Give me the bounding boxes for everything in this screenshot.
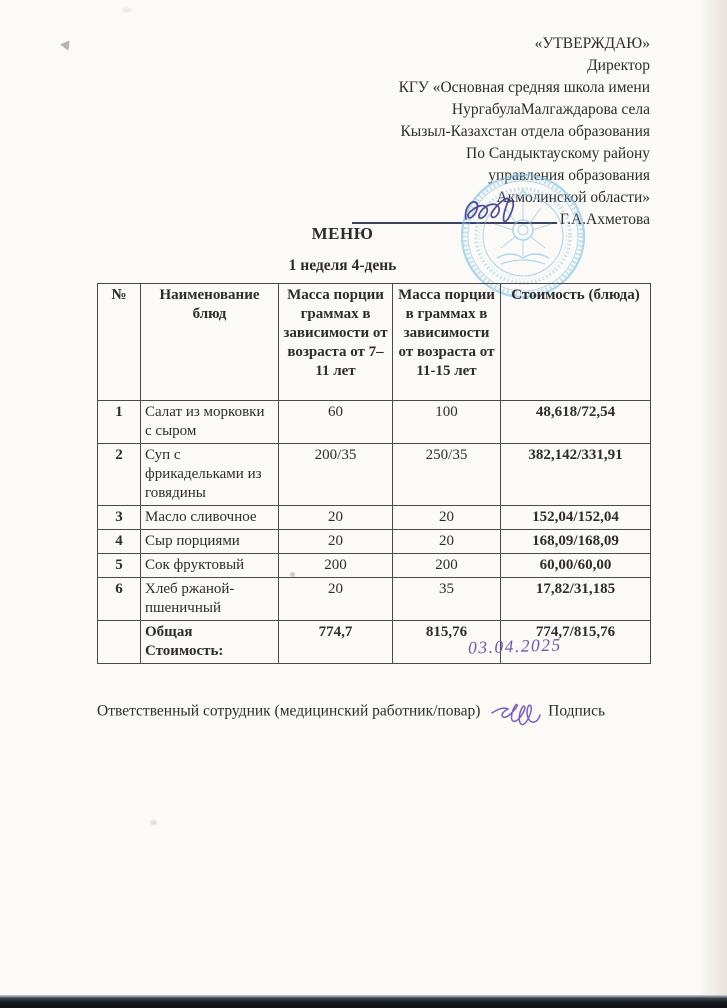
mass-7-11: 20 bbox=[279, 506, 393, 530]
approval-line: управления образования bbox=[488, 167, 650, 184]
approval-line: Директор bbox=[587, 57, 650, 74]
table-row bbox=[98, 530, 651, 554]
dish-name: Суп с фрикадельками из говядины bbox=[141, 444, 279, 506]
table-total-row bbox=[98, 621, 651, 664]
footer-line bbox=[97, 697, 657, 727]
mass-11-15: 20 bbox=[393, 530, 501, 554]
dish-cost: 168,09/168,09 bbox=[501, 530, 651, 554]
mass-7-11: 20 bbox=[279, 578, 393, 621]
col-header-num: № bbox=[98, 284, 141, 401]
table-row bbox=[98, 554, 651, 578]
mass-7-11: 200/35 bbox=[279, 444, 393, 506]
dish-cost: 60,00/60,00 bbox=[501, 554, 651, 578]
mass-7-11: 200 bbox=[279, 554, 393, 578]
approval-line: Акмолинской области» bbox=[496, 189, 650, 206]
col-header-name: Наименование блюд bbox=[141, 284, 279, 401]
director-name: Г.А.Ахметова bbox=[559, 211, 650, 228]
table-row bbox=[98, 506, 651, 530]
scan-artifact-dot bbox=[150, 820, 157, 825]
employee-signature-ink-icon bbox=[490, 699, 542, 729]
scanner-edge-bottom bbox=[0, 995, 727, 1008]
row-num: 2 bbox=[98, 444, 141, 506]
dish-name: Сыр порциями bbox=[141, 530, 279, 554]
signature-caption: Подпись bbox=[548, 702, 606, 720]
dish-cost: 48,618/72,54 bbox=[501, 401, 651, 444]
approval-line: Кызыл-Казахстан отдела образования bbox=[400, 123, 650, 140]
mass-11-15: 35 bbox=[393, 578, 501, 621]
official-round-stamp-icon bbox=[459, 172, 587, 300]
table-row bbox=[98, 578, 651, 621]
row-num: 5 bbox=[98, 554, 141, 578]
page-title: МЕНЮ bbox=[311, 224, 374, 243]
mass-11-15: 250/35 bbox=[393, 444, 501, 506]
approval-line: По Сандыктаускому району bbox=[466, 145, 650, 162]
table-row bbox=[98, 401, 651, 444]
approval-line: «УТВЕРЖДАЮ» bbox=[534, 35, 650, 52]
total-cost: 774,7/815,76 bbox=[501, 621, 651, 664]
mass-11-15: 100 bbox=[393, 401, 501, 444]
mass-11-15: 20 bbox=[393, 506, 501, 530]
approval-line: КГУ «Основная средняя школа имени bbox=[398, 79, 650, 96]
director-signature-ink-icon bbox=[462, 193, 532, 227]
row-num: 3 bbox=[98, 506, 141, 530]
col-header-mass-7-11: Масса порции граммах в зависимости от возраста от 7–11 лет bbox=[279, 284, 393, 401]
responsible-person-text: Ответственный сотрудник (медицинский работник/повар) bbox=[97, 702, 481, 720]
scan-artifact-mark bbox=[59, 39, 69, 50]
total-label: Общая Стоимость: bbox=[141, 621, 279, 664]
row-num: 1 bbox=[98, 401, 141, 444]
dish-name: Салат из морковки с сыром bbox=[141, 401, 279, 444]
total-mass-11-15: 815,76 bbox=[393, 621, 501, 664]
table-row bbox=[98, 444, 651, 506]
dish-cost: 382,142/331,91 bbox=[501, 444, 651, 506]
dish-name: Масло сливочное bbox=[141, 506, 279, 530]
row-num: 4 bbox=[98, 530, 141, 554]
mass-7-11: 60 bbox=[279, 401, 393, 444]
table-header-row bbox=[98, 284, 651, 401]
dish-cost: 17,82/31,185 bbox=[501, 578, 651, 621]
scan-artifact-dot bbox=[122, 8, 132, 12]
dish-name: Сок фруктовый bbox=[141, 554, 279, 578]
dish-cost: 152,04/152,04 bbox=[501, 506, 651, 530]
menu-table bbox=[97, 283, 651, 664]
approval-line: НургабулаМалгаждарова села bbox=[451, 101, 650, 118]
total-mass-7-11: 774,7 bbox=[279, 621, 393, 664]
col-header-cost: Стоимость (блюда) bbox=[501, 284, 651, 401]
mass-11-15: 200 bbox=[393, 554, 501, 578]
page-subtitle: 1 неделя 4-день bbox=[288, 257, 397, 274]
mass-7-11: 20 bbox=[279, 530, 393, 554]
scanner-edge-right bbox=[700, 0, 727, 1008]
dish-name: Хлеб ржаной-пшеничный bbox=[141, 578, 279, 621]
row-num: 6 bbox=[98, 578, 141, 621]
total-empty-cell bbox=[98, 621, 141, 664]
handwritten-date: 03.04.2025 bbox=[467, 634, 563, 658]
col-header-mass-11-15: Масса порции в граммах в зависимости от возраста от 11-15 лет bbox=[393, 284, 501, 401]
